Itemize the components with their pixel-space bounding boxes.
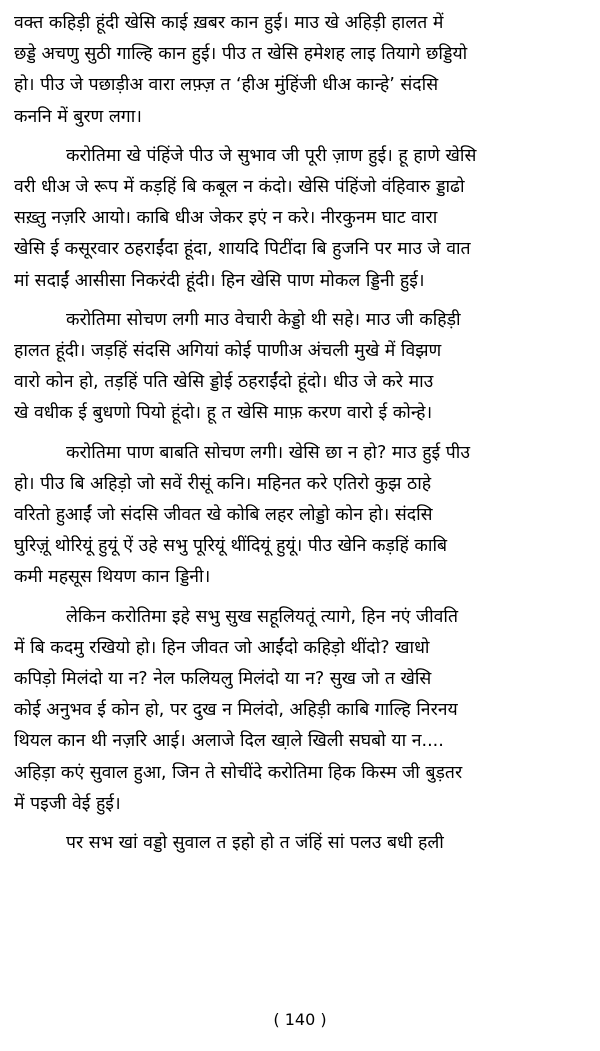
text-line: छड्डे अचणु सुठी गाल्हि कान हुई। पीउ त खेसि हमेशह लाइ तियागे छड्डियो: [14, 44, 468, 65]
text-line: कपिड़ो मिलंदो या न? नेल फलियलु मिलंदो या न? सुख जो त खेसि: [14, 669, 432, 690]
text-line: वरितो हुआईं जो संदसि जीवत खे कोबि लहर लोड्डो कोन हो। संदसि: [14, 505, 433, 526]
text-line: खे वधीक ई बुधणो पियो हूंदो। हू त खेसि माफ़ करण वारो ई कोन्हे।: [14, 403, 433, 424]
text-line: कमी महसूस थियण कान ड्डिनी।: [14, 567, 211, 588]
text-line: अहिड़ा कएं सुवाल हुआ, जिन ते सोचींदे करोतिमा हिक किस्म जी बुड़तर: [14, 762, 463, 783]
page-number: ( 140 ): [273, 1010, 327, 1029]
text-line: वरी धीअ जे रूप में कड़हिं बि कबूल न कंदो। खेसि पंहिंजो वंहिवारु ड्डाढो: [14, 177, 465, 198]
text-line: वारो कोन हो, तड़हिं पति खेसि ड्डोई ठहराईंदो हूंदो। धीउ जे करे माउ: [14, 372, 434, 393]
paragraph-4: [14, 438, 586, 594]
paragraph-5: [14, 602, 586, 820]
text-line: करोतिमा पाण बाबति सोचण लगी। खेसि छा न हो? माउ हुई पीउ: [66, 442, 470, 463]
text-line: करोतिमा खे पंहिंजे पीउ जे सुभाव जी पूरी ज़ाण हुई। हू हाणे खेसि: [66, 145, 477, 166]
text-line: कननि में बुरण लगा।: [14, 106, 142, 127]
text-line: हो। पीउ बि अहिड़ो जो सवें रीसूं कनि। महिनत करे एतिरो कुझ ठाहे: [14, 473, 432, 494]
paragraph-6: [14, 828, 586, 859]
text-line: लेकिन करोतिमा इहे सभु सुख सहूलियतूं त्यागे, हिन नएं जीवति: [66, 606, 459, 627]
paragraph-2: [14, 141, 586, 297]
text-line: हालत हूंदी। जड़हिं संदसि अगियां कोई पाणीअ अंचली मुखे में विझण: [14, 341, 442, 362]
text-line: खेसि ई कसूरवार ठहराईंदा हूंदा, शायदि पिटींदा बि हुजनि पर माउ जे वात: [14, 239, 471, 260]
text-line: पर सभ खां वड्डो सुवाल त इहो हो त जंहिं सां पलउ बधी हली: [66, 833, 444, 854]
text-line: कोई अनुभव ई कोन हो, पर दुख न मिलंदो, अहिड़ी काबि गाल्हि निरनय: [14, 700, 458, 721]
text-line: थियल कान थी नज़रि आई। अलाजे दिल खा़ले खिली सघबो या न....: [14, 731, 444, 752]
text-line: घुरिज़ूं थोरियूं हुयूं ऐं उहे सभु पूरियूं थींदियूं हुयूं। पीउ खेनि कड़हिं काबि: [14, 536, 448, 557]
text-line: वक्त कहिड़ी हूंदी खेसि काई ख़बर कान हुई। माउ खे अहिड़ी हालत में: [14, 13, 444, 33]
text-line: करोतिमा सोचण लगी माउ वेचारी केड्डो थी सहे। माउ जी कहिड़ी: [66, 309, 461, 330]
text-line: में पइजी वेई हुई।: [14, 793, 121, 814]
paragraph-3: [14, 305, 586, 430]
text-line: मां सदाईं आसीसा निकरंदी हूंदी। हिन खेसि पाण मोकल ड्डिनी हुई।: [14, 270, 425, 291]
paragraph-1: [14, 8, 586, 133]
text-line: सख़्तु नज़रि आयो। काबि धीअ जेकर इएं न करे। नीरकुनम घाट वारा: [14, 208, 438, 229]
text-line: में बि कदमु रखियो हो। हिन जीवत जो आईंदो कहिड़ो थींदो? खाधो: [14, 637, 430, 658]
text-line: हो। पीउ जे पछाड़ीअ वारा लफ़्ज़ त ‘हीअ मुंहिंजी धीअ कान्हे’ संदसि: [14, 75, 439, 96]
